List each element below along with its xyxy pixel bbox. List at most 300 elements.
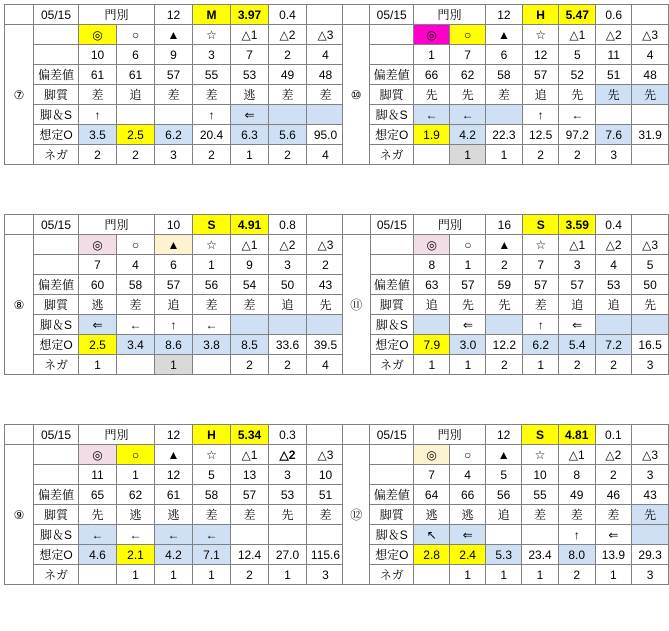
header-spacer	[5, 425, 34, 445]
leg-and-s-value	[155, 105, 193, 125]
header-grade: S	[522, 425, 559, 445]
header-time: 3.59	[559, 215, 596, 235]
running-style-value: 逃	[450, 505, 486, 525]
leg-and-s-value: ⇐	[450, 315, 486, 335]
nega-value: 3	[307, 565, 345, 585]
leg-and-s-value	[596, 315, 632, 335]
deviation-value: 46	[595, 485, 632, 505]
horse-number: 3	[559, 255, 596, 275]
header-diff: 0.1	[595, 425, 632, 445]
horse-number: 7	[523, 255, 559, 275]
nega-value: 3	[596, 145, 632, 165]
deviation-row	[5, 275, 345, 295]
header-spacer	[343, 425, 370, 445]
mark-cell: ▲	[486, 445, 522, 465]
running-style-row	[5, 85, 345, 105]
marks-row	[5, 445, 345, 465]
header-spacer	[5, 215, 34, 235]
leg-and-s-value: ↑	[193, 105, 231, 125]
mark-cell: ○	[117, 445, 155, 465]
running-style-value: 先	[79, 505, 117, 525]
nega-value: 2	[486, 355, 523, 375]
leg-and-s-value: ←	[559, 105, 596, 125]
deviation-value: 49	[558, 485, 595, 505]
mark-cell: ▲	[155, 235, 193, 255]
estimated-odds-value: 20.4	[193, 125, 231, 145]
mark-cell: ☆	[193, 445, 231, 465]
row-label-leg-and-s: 脚＆S	[34, 105, 79, 125]
race-block-8	[4, 214, 345, 375]
header-pad	[307, 215, 345, 235]
mark-cell: ▲	[155, 25, 193, 45]
running-style-value: 差	[193, 85, 231, 105]
leg-and-s-row	[5, 525, 345, 545]
nega-value: 1	[79, 355, 117, 375]
running-style-value: 追	[117, 85, 155, 105]
running-style-value: 差	[523, 295, 559, 315]
nega-value	[414, 565, 450, 585]
leg-and-s-value	[307, 105, 345, 125]
marks-row	[343, 235, 669, 255]
mark-cell: △3	[632, 25, 669, 45]
deviation-value: 51	[596, 65, 632, 85]
running-style-value: 差	[155, 85, 193, 105]
header-spacer	[5, 5, 34, 25]
nega-value: 2	[596, 355, 632, 375]
header-date: 05/15	[34, 5, 79, 25]
race-header-row	[5, 5, 345, 25]
row-label-empty	[370, 235, 414, 255]
running-style-value: 差	[522, 505, 559, 525]
nega-value	[117, 355, 155, 375]
header-diff: 0.4	[596, 215, 632, 235]
estimated-odds-value: 8.5	[231, 335, 269, 355]
leg-and-s-value: ⇐	[79, 315, 117, 335]
header-grade: S	[523, 215, 559, 235]
mark-cell: ◎	[414, 445, 450, 465]
mark-cell: ▲	[155, 445, 193, 465]
estimated-odds-value: 2.5	[79, 335, 117, 355]
horse-number: 10	[522, 465, 559, 485]
header-time: 4.91	[231, 215, 269, 235]
horse-number: 5	[632, 255, 669, 275]
leg-and-s-value: ←	[79, 525, 117, 545]
header-diff: 0.4	[269, 5, 307, 25]
header-racecourse: 門別	[79, 215, 155, 235]
horse-number: 2	[595, 465, 632, 485]
race-block-10	[342, 4, 669, 165]
running-style-value: 先	[450, 85, 486, 105]
header-date: 05/15	[34, 215, 79, 235]
deviation-value: 62	[117, 485, 155, 505]
nega-value: 2	[231, 565, 269, 585]
mark-cell: △1	[231, 445, 269, 465]
mark-cell: △3	[307, 445, 345, 465]
running-style-value: 先	[307, 295, 345, 315]
row-label-nega: ネガ	[370, 145, 414, 165]
estimated-odds-value: 4.6	[79, 545, 117, 565]
running-style-value: 差	[193, 505, 231, 525]
leg-and-s-value: ←	[193, 525, 231, 545]
horse-number: 3	[632, 465, 669, 485]
race-header-row	[343, 215, 669, 235]
estimated-odds-value: 2.1	[117, 545, 155, 565]
estimated-odds-value: 8.0	[558, 545, 595, 565]
deviation-value: 59	[486, 275, 523, 295]
horse-number: 1	[414, 45, 450, 65]
header-racecourse: 門別	[414, 5, 486, 25]
deviation-value: 55	[193, 65, 231, 85]
running-style-row	[343, 295, 669, 315]
row-label-empty2	[34, 45, 79, 65]
row-label-empty	[370, 25, 414, 45]
race-header-row	[5, 215, 345, 235]
leg-and-s-value	[231, 525, 269, 545]
horse-number: 5	[193, 465, 231, 485]
header-race-number: 12	[486, 425, 522, 445]
nega-value	[193, 355, 231, 375]
running-style-value: 差	[269, 85, 307, 105]
leg-and-s-value	[269, 105, 307, 125]
row-label-empty	[34, 235, 79, 255]
deviation-value: 64	[414, 485, 450, 505]
running-style-value: 差	[307, 85, 345, 105]
mark-cell: ○	[450, 445, 486, 465]
mark-cell: △2	[269, 445, 307, 465]
running-style-row	[343, 85, 669, 105]
nega-value: 2	[269, 355, 307, 375]
estimated-odds-value: 7.9	[414, 335, 450, 355]
deviation-row	[5, 485, 345, 505]
header-racecourse: 門別	[79, 425, 155, 445]
leg-and-s-value: ↑	[558, 525, 595, 545]
running-style-row	[5, 295, 345, 315]
block-index: ⑪	[343, 235, 371, 375]
mark-cell: △3	[632, 235, 669, 255]
running-style-value: 逃	[155, 505, 193, 525]
row-label-running-style: 脚質	[34, 295, 79, 315]
leg-and-s-value	[117, 105, 155, 125]
deviation-value: 58	[117, 275, 155, 295]
running-style-value: 追	[269, 295, 307, 315]
leg-and-s-value	[632, 105, 669, 125]
deviation-value: 57	[522, 65, 559, 85]
mark-cell: △2	[596, 235, 632, 255]
estimated-odds-value: 5.6	[269, 125, 307, 145]
race-table-8	[4, 214, 345, 375]
nega-value: 1	[155, 565, 193, 585]
header-spacer	[343, 215, 371, 235]
deviation-value: 51	[307, 485, 345, 505]
leg-and-s-value: ←	[117, 525, 155, 545]
estimated-odds-value: 7.1	[193, 545, 231, 565]
race-table-7	[4, 4, 345, 165]
deviation-value: 66	[414, 65, 450, 85]
marks-row	[5, 235, 345, 255]
row-label-leg-and-s: 脚＆S	[370, 315, 414, 335]
leg-and-s-value: ↑	[155, 315, 193, 335]
row-label-nega: ネガ	[370, 565, 414, 585]
row-label-estimated-odds: 想定O	[34, 125, 79, 145]
running-style-value: 先	[486, 295, 523, 315]
estimated-odds-row	[343, 335, 669, 355]
running-style-value: 逃	[414, 505, 450, 525]
mark-cell: △1	[231, 235, 269, 255]
row-label-deviation: 偏差値	[34, 275, 79, 295]
leg-and-s-row	[343, 105, 669, 125]
deviation-value: 60	[79, 275, 117, 295]
horse-number-row	[343, 45, 669, 65]
estimated-odds-value: 39.5	[307, 335, 345, 355]
running-style-value: 先	[450, 295, 486, 315]
deviation-row	[5, 65, 345, 85]
horse-number: 10	[79, 45, 117, 65]
estimated-odds-value: 16.5	[632, 335, 669, 355]
leg-and-s-value	[632, 525, 669, 545]
row-label-empty	[370, 445, 414, 465]
deviation-value: 58	[486, 65, 523, 85]
header-diff: 0.8	[269, 215, 307, 235]
deviation-row	[343, 65, 669, 85]
nega-value: 1	[231, 145, 269, 165]
race-table-9	[4, 424, 345, 585]
deviation-value: 58	[193, 485, 231, 505]
row-label-empty2	[34, 255, 79, 275]
deviation-value: 43	[307, 275, 345, 295]
header-pad	[632, 5, 669, 25]
marks-row	[5, 25, 345, 45]
leg-and-s-value	[269, 315, 307, 335]
row-label-leg-and-s: 脚＆S	[34, 315, 79, 335]
nega-value: 2	[193, 145, 231, 165]
deviation-row	[343, 485, 669, 505]
deviation-value: 49	[269, 65, 307, 85]
estimated-odds-value: 4.2	[155, 545, 193, 565]
row-label-empty2	[370, 255, 414, 275]
deviation-value: 48	[307, 65, 345, 85]
race-table-12	[342, 424, 669, 585]
leg-and-s-value: ↑	[522, 105, 559, 125]
race-block-11	[342, 214, 669, 375]
nega-value: 1	[450, 565, 486, 585]
horse-number: 9	[155, 45, 193, 65]
deviation-value: 61	[117, 65, 155, 85]
running-style-value: 逃	[231, 85, 269, 105]
estimated-odds-value: 3.4	[117, 335, 155, 355]
header-date: 05/15	[370, 425, 414, 445]
horse-number: 5	[486, 465, 522, 485]
nega-value: 4	[307, 355, 345, 375]
horse-number: 3	[269, 255, 307, 275]
row-label-estimated-odds: 想定O	[370, 125, 414, 145]
race-header-row	[343, 425, 669, 445]
row-label-running-style: 脚質	[370, 295, 414, 315]
mark-cell: ◎	[414, 25, 450, 45]
leg-and-s-value	[307, 525, 345, 545]
leg-and-s-value	[307, 315, 345, 335]
mark-cell: ○	[450, 25, 486, 45]
estimated-odds-row	[5, 545, 345, 565]
row-label-empty	[34, 445, 79, 465]
row-label-estimated-odds: 想定O	[34, 335, 79, 355]
row-label-deviation: 偏差値	[34, 485, 79, 505]
nega-value: 1	[193, 565, 231, 585]
deviation-value: 63	[414, 275, 450, 295]
running-style-value: 差	[231, 295, 269, 315]
header-grade: S	[193, 215, 231, 235]
horse-number: 4	[596, 255, 632, 275]
estimated-odds-value: 33.6	[269, 335, 307, 355]
nega-value: 1	[523, 355, 559, 375]
horse-number: 1	[117, 465, 155, 485]
horse-number-row	[5, 45, 345, 65]
leg-and-s-value	[596, 105, 632, 125]
leg-and-s-value	[486, 315, 523, 335]
deviation-value: 56	[486, 485, 522, 505]
nega-value: 3	[155, 145, 193, 165]
row-label-running-style: 脚質	[370, 505, 414, 525]
horse-number: 8	[558, 465, 595, 485]
header-date: 05/15	[370, 5, 414, 25]
leg-and-s-value: ←	[414, 105, 450, 125]
row-label-deviation: 偏差値	[370, 485, 414, 505]
nega-row	[343, 355, 669, 375]
running-style-value: 追	[559, 295, 596, 315]
horse-number: 1	[450, 255, 486, 275]
running-style-value: 先	[632, 295, 669, 315]
estimated-odds-value: 31.9	[632, 125, 669, 145]
race-block-12	[342, 424, 669, 585]
nega-value: 2	[559, 145, 596, 165]
horse-number: 12	[155, 465, 193, 485]
race-block-9	[4, 424, 345, 585]
row-label-estimated-odds: 想定O	[370, 545, 414, 565]
mark-cell: △2	[269, 235, 307, 255]
horse-number: 3	[193, 45, 231, 65]
mark-cell: △3	[307, 25, 345, 45]
leg-and-s-row	[343, 315, 669, 335]
horse-number: 6	[155, 255, 193, 275]
running-style-value: 追	[596, 295, 632, 315]
nega-value: 1	[450, 145, 486, 165]
row-label-empty2	[370, 45, 414, 65]
estimated-odds-value: 23.4	[522, 545, 559, 565]
deviation-value: 57	[231, 485, 269, 505]
header-race-number: 12	[155, 425, 193, 445]
deviation-value: 57	[450, 275, 486, 295]
estimated-odds-value: 13.9	[595, 545, 632, 565]
mark-cell: ☆	[522, 25, 559, 45]
row-label-nega: ネガ	[34, 355, 79, 375]
mark-cell: △1	[559, 25, 596, 45]
nega-value	[414, 145, 450, 165]
deviation-value: 57	[559, 275, 596, 295]
mark-cell: ○	[117, 235, 155, 255]
nega-value: 1	[414, 355, 450, 375]
row-label-nega: ネガ	[370, 355, 414, 375]
block-index: ⑧	[5, 235, 34, 375]
estimated-odds-value: 7.6	[596, 125, 632, 145]
running-style-value: 追	[155, 295, 193, 315]
nega-value	[79, 565, 117, 585]
header-racecourse: 門別	[414, 425, 486, 445]
running-style-value: 追	[486, 505, 522, 525]
header-pad	[307, 425, 345, 445]
leg-and-s-value	[522, 525, 559, 545]
nega-value	[632, 145, 669, 165]
nega-value: 3	[632, 355, 669, 375]
leg-and-s-row	[343, 525, 669, 545]
estimated-odds-value: 5.4	[559, 335, 596, 355]
nega-value: 2	[559, 355, 596, 375]
header-time: 4.81	[558, 425, 595, 445]
header-race-number: 10	[155, 215, 193, 235]
deviation-value: 57	[523, 275, 559, 295]
horse-number: 6	[486, 45, 523, 65]
deviation-value: 66	[450, 485, 486, 505]
header-diff: 0.3	[269, 425, 307, 445]
leg-and-s-value	[632, 315, 669, 335]
mark-cell: ◎	[79, 445, 117, 465]
header-race-number: 16	[486, 215, 523, 235]
horse-number: 4	[632, 45, 669, 65]
leg-and-s-value	[414, 315, 450, 335]
estimated-odds-value: 22.3	[486, 125, 523, 145]
row-label-leg-and-s: 脚＆S	[370, 525, 414, 545]
leg-and-s-value: ←	[193, 315, 231, 335]
header-racecourse: 門別	[79, 5, 155, 25]
nega-row	[343, 565, 669, 585]
running-style-value: 先	[414, 85, 450, 105]
header-time: 5.47	[559, 5, 596, 25]
leg-and-s-value	[269, 525, 307, 545]
running-style-value: 逃	[79, 295, 117, 315]
header-pad	[632, 215, 669, 235]
row-label-estimated-odds: 想定O	[370, 335, 414, 355]
mark-cell: △1	[558, 445, 595, 465]
leg-and-s-value: ⇐	[595, 525, 632, 545]
header-date: 05/15	[370, 215, 414, 235]
leg-and-s-value	[486, 105, 523, 125]
leg-and-s-row	[5, 315, 345, 335]
running-style-value: 差	[117, 295, 155, 315]
header-pad	[307, 5, 345, 25]
mark-cell: ☆	[523, 235, 559, 255]
horse-number: 11	[596, 45, 632, 65]
nega-value: 1	[522, 565, 559, 585]
mark-cell: ☆	[522, 445, 559, 465]
horse-number: 6	[117, 45, 155, 65]
header-date: 05/15	[34, 425, 79, 445]
mark-cell: △2	[595, 445, 632, 465]
estimated-odds-value: 2.8	[414, 545, 450, 565]
header-spacer	[343, 5, 370, 25]
row-label-empty2	[370, 465, 414, 485]
running-style-value: 差	[79, 85, 117, 105]
estimated-odds-value: 12.4	[231, 545, 269, 565]
row-label-deviation: 偏差値	[370, 65, 414, 85]
horse-number: 7	[79, 255, 117, 275]
estimated-odds-value: 3.8	[193, 335, 231, 355]
running-style-value: 逃	[117, 505, 155, 525]
estimated-odds-value: 3.0	[450, 335, 486, 355]
nega-value: 4	[307, 145, 345, 165]
deviation-value: 61	[79, 65, 117, 85]
row-label-empty2	[34, 465, 79, 485]
row-label-running-style: 脚質	[34, 505, 79, 525]
header-diff: 0.6	[596, 5, 632, 25]
running-style-value: 追	[522, 85, 559, 105]
